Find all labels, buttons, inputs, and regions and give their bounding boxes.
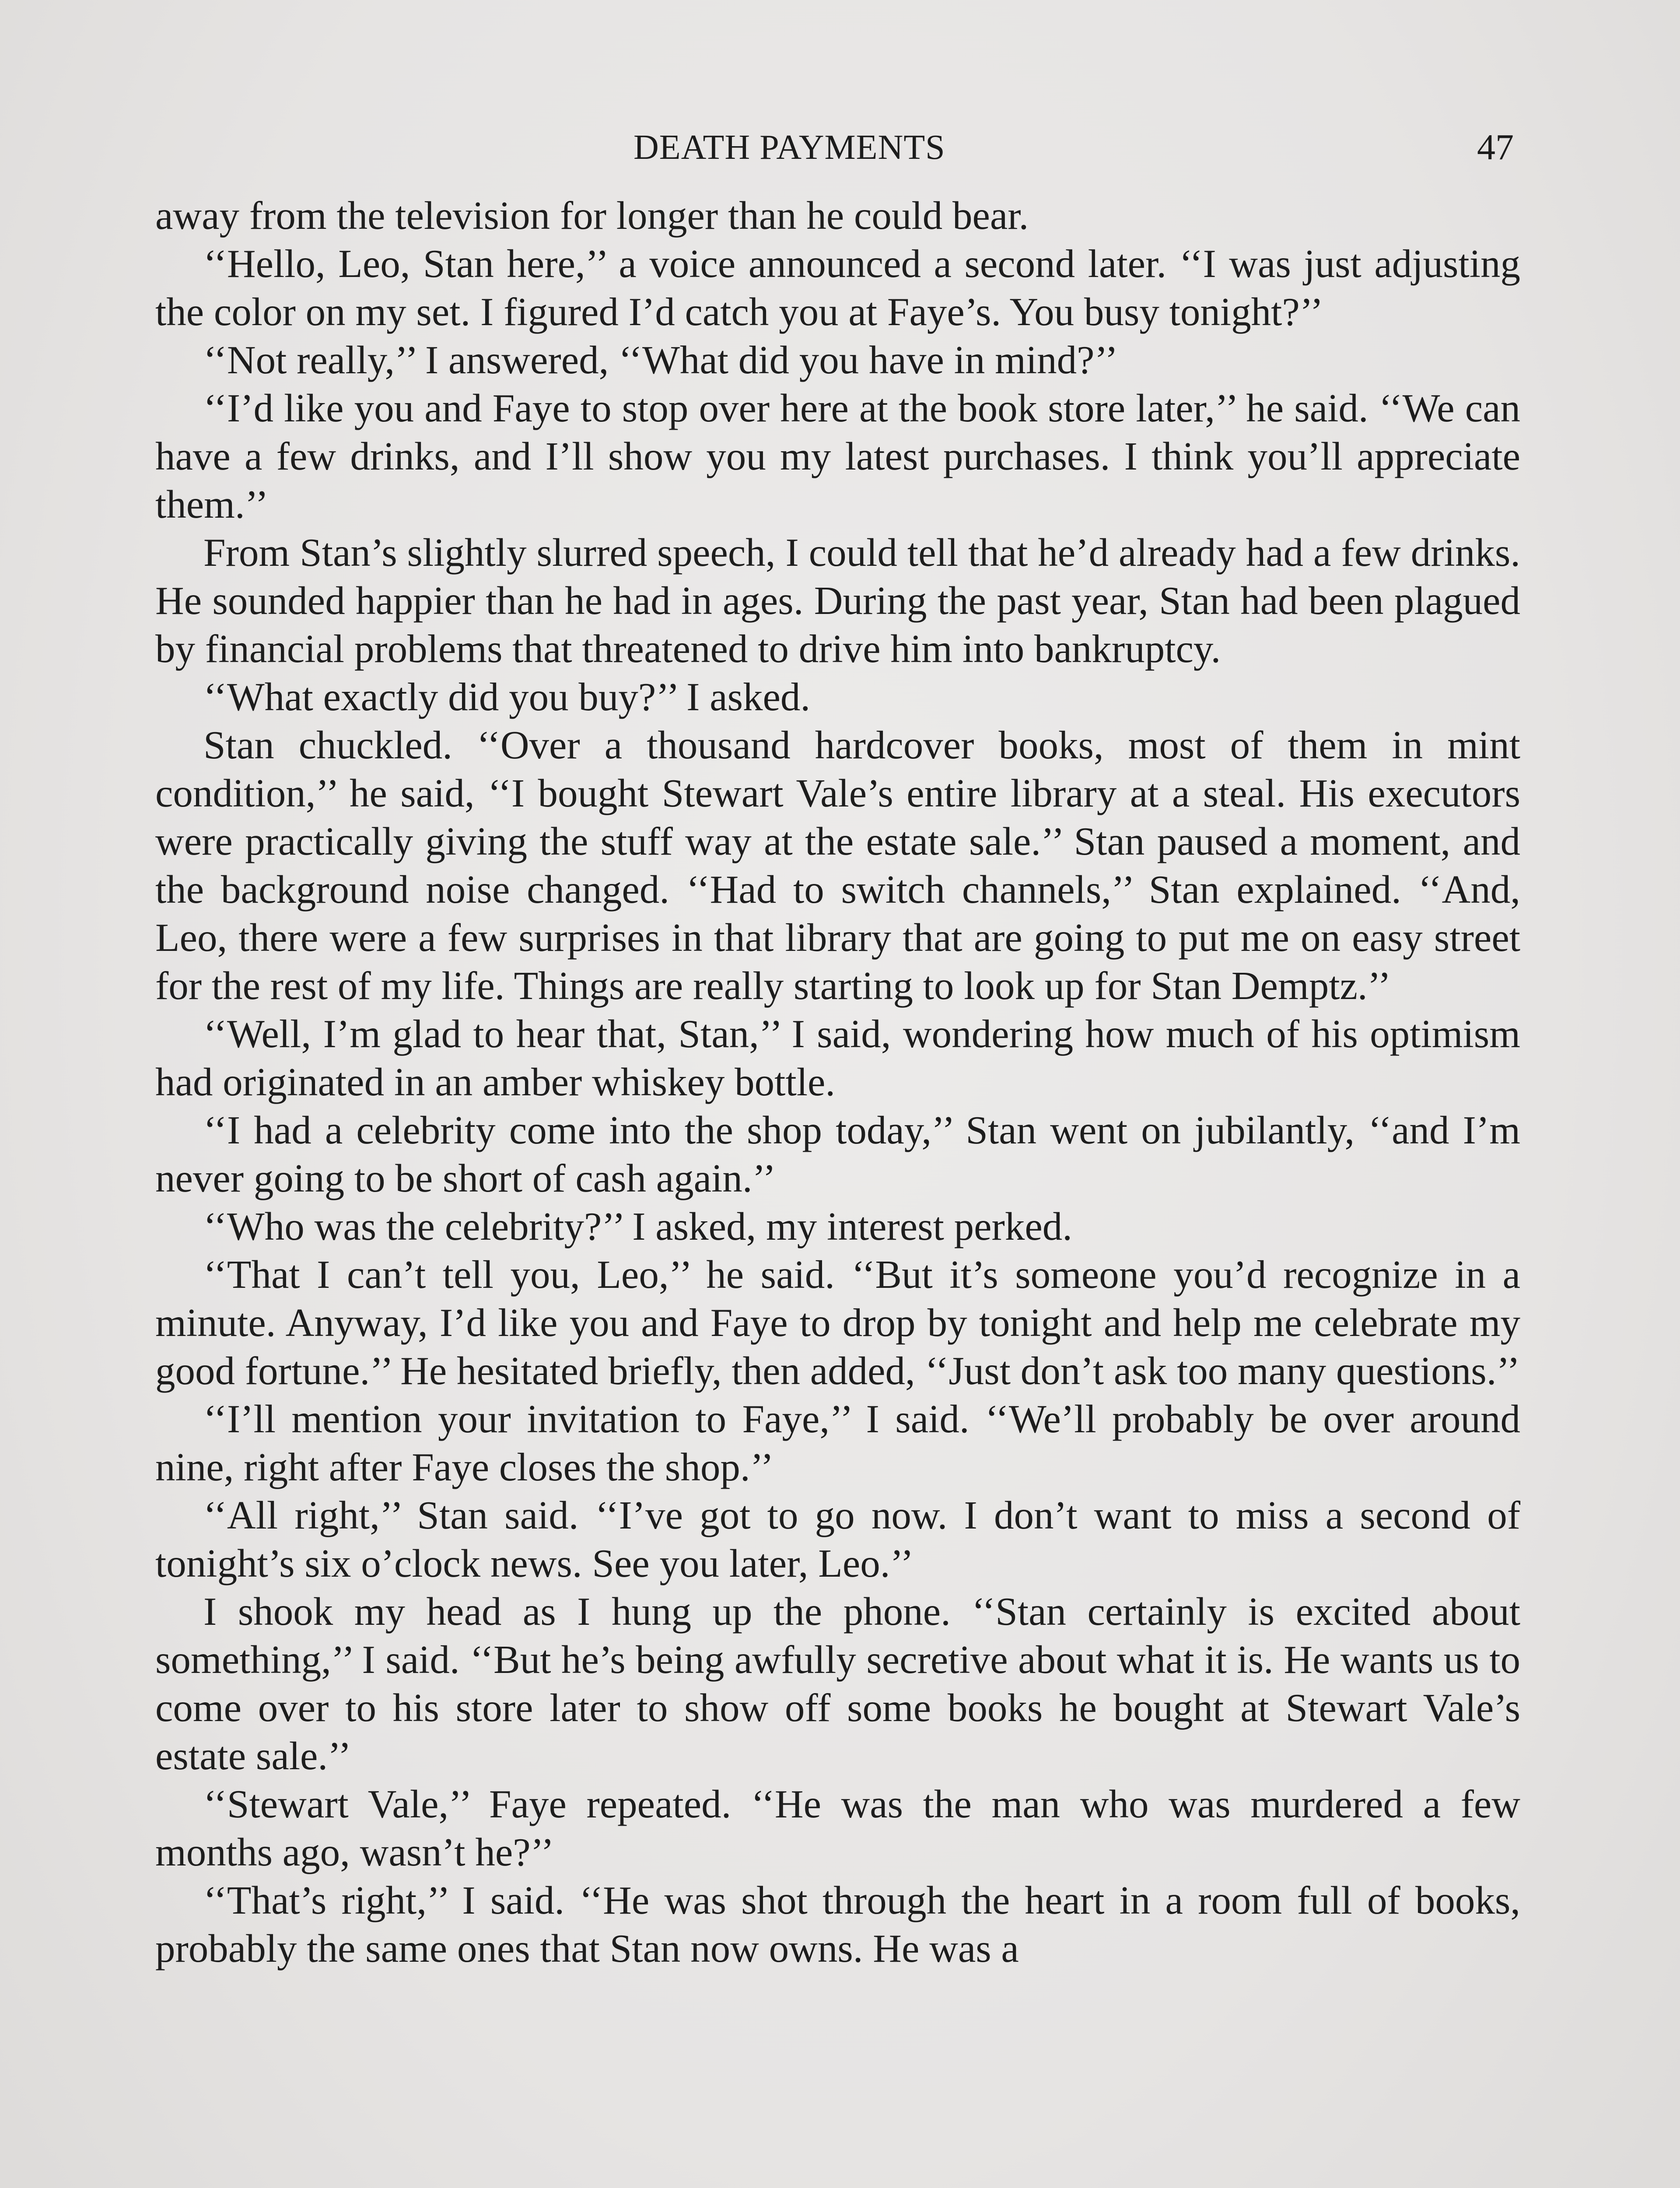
paragraph: ‘‘I’ll mention your invitation to Faye,’’ I said. ‘‘We’ll probably be over around nine, right after Faye closes the shop.’’: [155, 1397, 1520, 1489]
paragraph: ‘‘Well, I’m glad to hear that, Stan,’’ I said, wondering how much of his optimism had originated in an amber whiskey bottle.: [155, 1012, 1520, 1104]
paragraph: ‘‘That’s right,’’ I said. ‘‘He was shot through the heart in a room full of books, probably the same ones that Stan now owns. He was a: [155, 1878, 1520, 1971]
paragraph: ‘‘Hello, Leo, Stan here,’’ a voice announced a second later. ‘‘I was just adjusting the color on my set. I figured I’d catch you at Faye’s. You busy tonight?’’: [155, 242, 1520, 334]
paragraph: ‘‘Not really,’’ I answered, ‘‘What did you have in mind?’’: [203, 338, 1118, 382]
paragraph: I shook my head as I hung up the phone. ‘‘Stan certainly is excited about something,’’ I said. ‘‘But he’s being awfully secretive about what it is. He wants us to come over to his store later to show off some books he bought at Stewart Vale’s estate sale.’’: [155, 1589, 1520, 1778]
paragraph: ‘‘I had a celebrity come into the shop today,’’ Stan went on jubilantly, ‘‘and I’m never going to be short of cash again.’’: [155, 1108, 1520, 1200]
body-text: [155, 192, 1520, 1973]
paragraph: ‘‘Stewart Vale,’’ Faye repeated. ‘‘He was the man who was murdered a few months ago, wasn’t he?’’: [155, 1782, 1520, 1874]
paragraph: ‘‘I’d like you and Faye to stop over here at the book store later,’’ he said. ‘‘We can have a few drinks, and I’ll show you my latest purchases. I think you’ll appreciate them.’’: [155, 386, 1520, 526]
page-number: 47: [1477, 127, 1514, 168]
paragraph: ‘‘That I can’t tell you, Leo,’’ he said. ‘‘But it’s someone you’d recognize in a minute. Anyway, I’d like you and Faye to drop by tonight and help me celebrate my good fortune.’’ He hesitated briefly, then added, ‘‘Just don’t ask too many questions.’’: [155, 1252, 1520, 1393]
paragraph: away from the television for longer than he could bear.: [155, 193, 1029, 238]
paragraph: From Stan’s slightly slurred speech, I could tell that he’d already had a few drinks. He sounded happier than he had in ages. During the past year, Stan had been plagued by financial problems that threatened to drive him into bankruptcy.: [155, 530, 1520, 671]
running-head: DEATH PAYMENTS: [634, 128, 945, 167]
paragraph: ‘‘Who was the celebrity?’’ I asked, my interest perked.: [203, 1204, 1072, 1248]
paragraph: ‘‘What exactly did you buy?’’ I asked.: [203, 675, 811, 719]
paragraph: Stan chuckled. ‘‘Over a thousand hardcover books, most of them in mint condition,’’ he said, ‘‘I bought Stewart Vale’s entire library at a steal. His executors were practically giving the stuff way at the estate sale.’’ Stan paused a moment, and the background noise changed. ‘‘Had to switch channels,’’ Stan explained. ‘‘And, Leo, there were a few surprises in that library that are going to put me on easy street for the rest of my life. Things are really starting to look up for Stan Demptz.’’: [155, 723, 1520, 1008]
paragraph: ‘‘All right,’’ Stan said. ‘‘I’ve got to go now. I don’t want to miss a second of tonight’s six o’clock news. See you later, Leo.’’: [155, 1493, 1520, 1585]
